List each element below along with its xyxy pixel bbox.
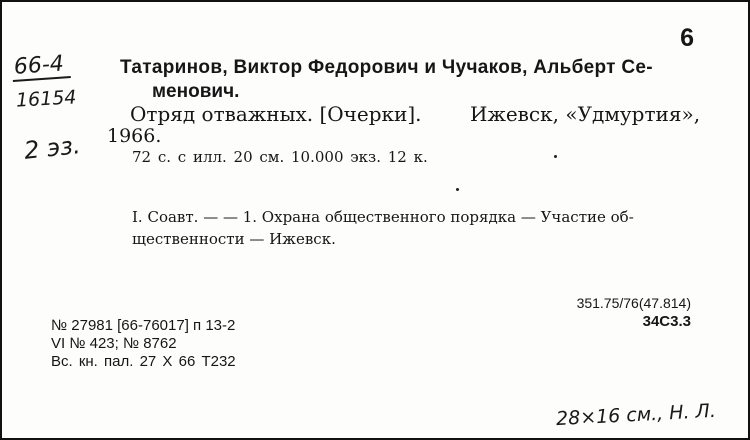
classification-number: 351.75/76(47.814) <box>576 295 691 311</box>
handwritten-copies-note: 2 эз. <box>22 131 82 165</box>
subject-tracings-line: I. Соавт. — — 1. Охрана общественного порядка — Участие об- <box>132 208 634 226</box>
order-number-line: № 27981 [66-76017] п 13-2 <box>51 317 236 334</box>
handwritten-size-note: 28×16 см., Н. Л. <box>555 399 717 431</box>
handwritten-call-number: 66-4 <box>11 52 71 82</box>
subject-tracings-line: щественности — Ижевск. <box>132 230 336 248</box>
book-title: Отряд отважных. [Очерки]. <box>130 102 422 126</box>
print-speck <box>554 155 557 158</box>
print-speck <box>456 188 459 191</box>
author-mark: 34С3.3 <box>642 313 691 330</box>
subject-tracings <box>132 206 634 250</box>
publication-year: 1966. <box>107 125 162 147</box>
handwritten-inventory-number: 16154 <box>15 86 77 112</box>
physical-description: 72 с. с илл. 20 см. 10.000 экз. 12 к. <box>132 148 428 166</box>
author-heading-continuation: менович. <box>152 81 240 102</box>
card-number: 6 <box>680 24 694 52</box>
book-chamber-line: Вс. кн. пал. 27 X 66 Т232 <box>51 353 236 370</box>
author-heading: Татаринов, Виктор Федорович и Чучаков, Альберт Се- <box>120 57 653 78</box>
publication-imprint: Ижевск, «Удмуртия», <box>470 102 701 126</box>
registration-line: VI № 423; № 8762 <box>51 335 177 352</box>
